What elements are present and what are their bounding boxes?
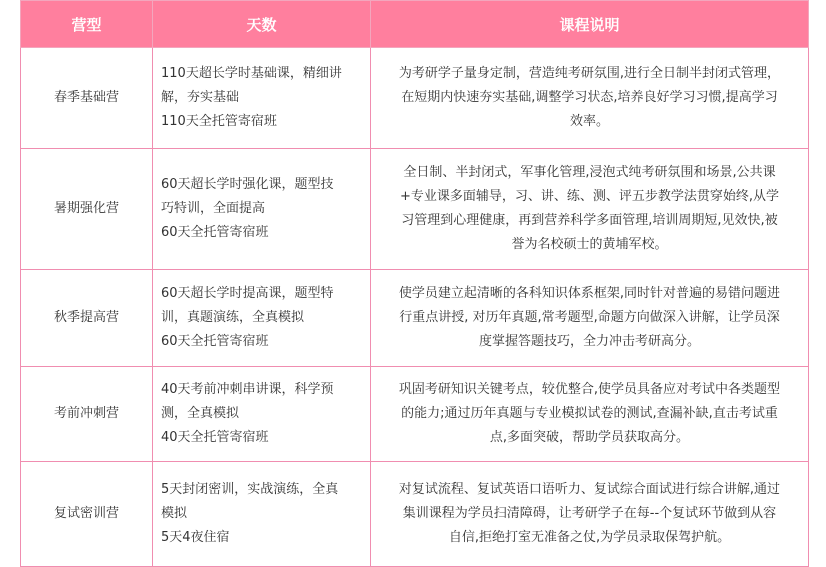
days-line: 40天考前冲刺串讲课，科学预 xyxy=(161,382,334,397)
days-line: 巧特训，全面提高 xyxy=(161,201,266,216)
days-line: 模拟 xyxy=(161,506,188,521)
course-table-wrapper xyxy=(20,0,808,567)
description-line: 誉为名校硕士的黄埔军校。 xyxy=(511,237,668,252)
days-cell xyxy=(153,149,371,270)
description-cell xyxy=(371,149,809,270)
days-line: 60天超长学时强化课，题型技 xyxy=(161,177,334,192)
header-camp: 营型 xyxy=(21,1,153,48)
course-table xyxy=(20,0,809,567)
camp-name: 考前冲刺营 xyxy=(21,367,153,462)
days-line: 解，夯实基础 xyxy=(161,90,240,105)
camp-name: 复试密训营 xyxy=(21,462,153,567)
days-line: 训，真题演练，全真模拟 xyxy=(161,310,305,325)
days-line: 60天全托管寄宿班 xyxy=(161,225,269,240)
table-header-row xyxy=(21,1,809,48)
table-row xyxy=(21,48,809,149)
table-row xyxy=(21,462,809,567)
days-line: 测，全真模拟 xyxy=(161,406,240,421)
days-line: 40天全托管寄宿班 xyxy=(161,430,269,445)
camp-name: 春季基础营 xyxy=(21,48,153,149)
description-line: 在短期内快速夯实基础,调整学习状态,培养良好学习习惯,提高学习 xyxy=(401,90,778,105)
description-line: 行重点讲授, 对历年真题,常考题型,命题方向做深入讲解，让学员深 xyxy=(399,310,780,325)
description-line: 集训课程为学员扫清障碍，让考研学子在每--个复试环节做到从容 xyxy=(402,506,777,521)
description-line: 为考研学子量身定制，营造纯考研氛围,进行全日制半封闭式管理， xyxy=(398,66,781,81)
days-cell xyxy=(153,367,371,462)
description-cell xyxy=(371,462,809,567)
description-line: 度掌握答题技巧，全力冲击考研高分。 xyxy=(478,334,700,349)
description-line: 全日制、半封闭式，军事化管理,浸泡式纯考研氛围和场景,公共课 xyxy=(403,165,776,180)
table-row xyxy=(21,367,809,462)
days-line: 5天封闭密训，实战演练，全真 xyxy=(161,482,339,497)
description-line: 点,多面突破，帮助学员获取高分。 xyxy=(489,430,690,445)
description-line: 使学员建立起清晰的各科知识体系框架,同时针对普遍的易错问题进 xyxy=(398,286,781,301)
header-description: 课程说明 xyxy=(371,1,809,48)
table-row xyxy=(21,149,809,270)
camp-name: 秋季提高营 xyxy=(21,270,153,367)
description-line: 巩固考研知识关键考点，较优整合,使学员具备应对考试中各类题型 xyxy=(398,382,781,397)
days-cell xyxy=(153,48,371,149)
description-cell xyxy=(371,367,809,462)
description-line: 自信,拒绝打室无准备之仗,为学员录取保驾护航。 xyxy=(448,530,731,545)
description-line: 效率。 xyxy=(569,114,609,129)
description-cell xyxy=(371,270,809,367)
days-line: 60天超长学时提高课，题型特 xyxy=(161,286,334,301)
description-line: +专业课多面辅导，习、讲、练、测、评五步教学法贯穿始终,从学 xyxy=(399,189,780,204)
days-line: 110天超长学时基础课，精细讲 xyxy=(161,66,342,81)
description-line: 习管理到心理健康，再到营养科学多面管理,培训周期短,见效快,被 xyxy=(401,213,778,228)
days-cell xyxy=(153,270,371,367)
description-line: 对复试流程、复试英语口语听力、复试综合面试进行综合讲解,通过 xyxy=(398,482,781,497)
days-line: 5天4夜住宿 xyxy=(161,530,230,545)
days-cell xyxy=(153,462,371,567)
days-line: 110天全托管寄宿班 xyxy=(161,114,277,129)
header-days: 天数 xyxy=(153,1,371,48)
days-line: 60天全托管寄宿班 xyxy=(161,334,269,349)
description-cell xyxy=(371,48,809,149)
description-line: 的能力;通过历年真题与专业模拟试卷的测试,查漏补缺,直击考试重 xyxy=(401,406,778,421)
camp-name: 暑期强化营 xyxy=(21,149,153,270)
table-row xyxy=(21,270,809,367)
